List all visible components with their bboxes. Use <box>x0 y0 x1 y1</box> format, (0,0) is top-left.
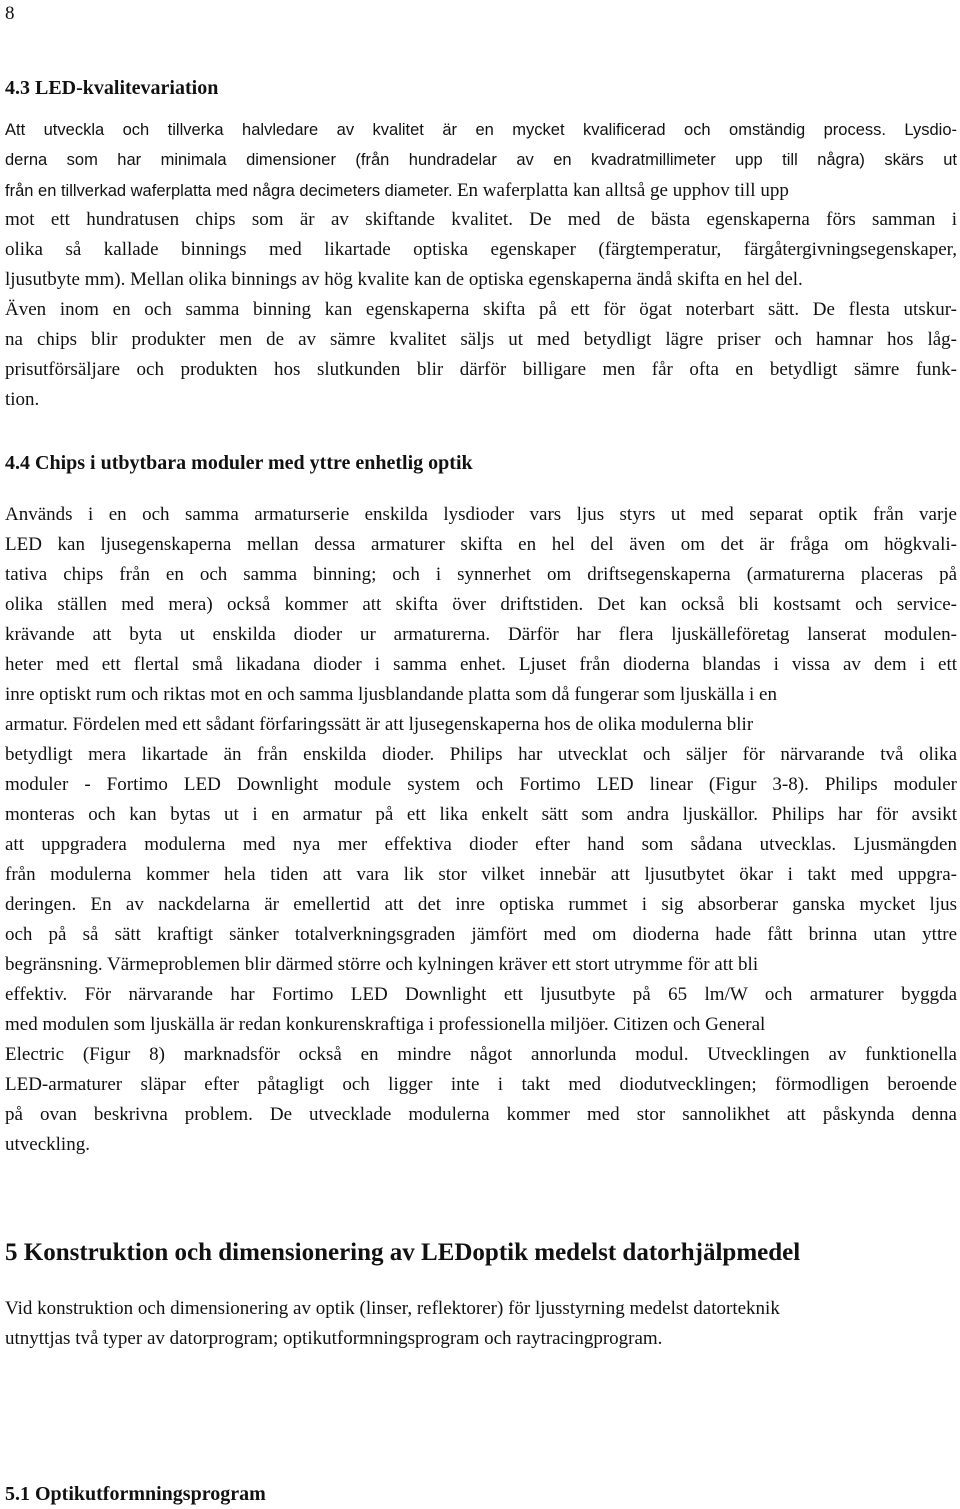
text-line: Vid konstruktion och dimensionering av optik (linser, reflektorer) för ljusstyrning medelst datorteknik <box>5 1298 780 1319</box>
text-line: effektiv. För närvarande har Fortimo LED Downlight ett ljusutbyte på 65 lm/W och armaturer byggda <box>5 984 957 1005</box>
text-line: och på så sätt kraftigt sänker totalverkningsgraden jämfört med om dioderna hade fått brinna utan yttre <box>5 924 957 945</box>
text-line: mot ett hundratusen chips som är av skiftande kvalitet. De med de bästa egenskaperna förs samman i <box>5 209 957 230</box>
text-line: derna som har minimala dimensioner (från hundradelar av en kvadratmillimeter upp till några) skärs ut <box>5 151 957 169</box>
text-line: på ovan beskrivna problem. De utvecklade modulerna kommer med stor sannolikhet att påskynda denna <box>5 1104 957 1125</box>
text-line: prisutförsäljare och produkten hos slutkunden blir därför billigare men får ofta en betydligt sämre funk- <box>5 359 957 380</box>
text-line: olika så kallade binnings med likartade optiska egenskaper (färgtemperatur, färgåtergivningsegenskaper, <box>5 239 957 260</box>
text-line: armatur. Fördelen med ett sådant förfaringssätt är att ljusegenskaperna hos de olika modulerna blir <box>5 714 754 735</box>
heading-5: 5 Konstruktion och dimensionering av LEDoptik medelst datorhjälpmedel <box>5 1239 801 1266</box>
text-line: betydligt mera likartade än från enskilda dioder. Philips har utvecklat och säljer för närvarande två olika <box>5 744 957 765</box>
paragraph-5 <box>5 1294 957 1354</box>
text-span: En waferplatta kan alltså ge upphov till upp <box>456 180 789 201</box>
text-line: krävande att byta ut enskilda dioder ur armaturerna. Därför har flera ljuskälleföretag lanserat modulen- <box>5 624 957 645</box>
text-line: heter med ett flertal små likadana dioder i samma enhet. Ljuset från dioderna blandas i vissa av dem i ett <box>5 654 957 675</box>
text-line: utnyttjas två typer av datorprogram; optikutformningsprogram och raytracingprogram. <box>5 1328 663 1349</box>
paragraph-4-4 <box>5 500 957 1160</box>
text-line: med modulen som ljuskälla är redan konkurenskraftiga i professionella miljöer. Citizen och General <box>5 1014 766 1035</box>
paragraph-4-3 <box>5 115 957 415</box>
text-line: att uppgradera modulerna med nya mer effektiva dioder efter hand som sådana utvecklas. Ljusmängden <box>5 834 957 855</box>
text-span: från en tillverkad waferplatta med några decimeters diameter. <box>5 182 453 200</box>
text-line: moduler - Fortimo LED Downlight module system och Fortimo LED linear (Figur 3-8). Philips moduler <box>5 774 957 795</box>
text-line: monteras och kan bytas ut i en armatur på ett lika enkelt sätt som andra ljuskällor. Philips har för avsikt <box>5 804 957 825</box>
text-line: deringen. En av nackdelarna är emellertid att det inre optiska rummet i sig absorberar ganska mycket ljus <box>5 894 957 915</box>
heading-5-1: 5.1 Optikutformningsprogram <box>5 1483 266 1505</box>
text-line: begränsning. Värmeproblemen blir därmed större och kylningen kräver ett stort utrymme för att bli <box>5 954 759 975</box>
text-line: na chips blir produkter men de av sämre kvalitet säljs ut med betydligt lägre priser och hamnar hos låg- <box>5 329 957 350</box>
mixed-line <box>5 175 957 205</box>
text-line: Även inom en och samma binning kan egenskaperna skifta på ett för ögat noterbart sätt. De flesta utskur- <box>5 299 957 320</box>
text-line: Electric (Figur 8) marknadsför också en mindre något annorlunda modul. Utvecklingen av funktionella <box>5 1044 957 1065</box>
text-line: Används i en och samma armaturserie enskilda lysdioder vars ljus styrs ut med separat optik från varje <box>5 504 957 525</box>
text-line: inre optiskt rum och riktas mot en och samma ljusblandande platta som då fungerar som ljuskälla i en <box>5 684 777 705</box>
heading-4-4: 4.4 Chips i utbytbara moduler med yttre enhetlig optik <box>5 452 473 474</box>
text-line: tativa chips från en och samma binning; och i synnerhet om driftsegenskaperna (armaturerna placeras på <box>5 564 957 585</box>
text-line: från modulerna kommer hela tiden att vara lik stor vilket innebär att ljusutbytet ökar i takt med uppgra- <box>5 864 957 885</box>
text-line: olika ställen med mera) också kommer att skifta över driftstiden. Det kan också bli kostsamt och service- <box>5 594 957 615</box>
text-line: LED-armaturer släpar efter påtagligt och ligger inte i takt med diodutvecklingen; förmodligen beroende <box>5 1074 957 1095</box>
text-line: ljusutbyte mm). Mellan olika binnings av hög kvalite kan de optiska egenskaperna ändå skifta en hel del. <box>5 269 803 290</box>
text-line: utveckling. <box>5 1134 90 1155</box>
text-line: LED kan ljusegenskaperna mellan dessa armaturer skifta en hel del även om det är fråga om högkvali- <box>5 534 957 555</box>
text-line: tion. <box>5 389 40 410</box>
heading-4-3: 4.3 LED-kvalitevariation <box>5 77 219 99</box>
text-line: Att utveckla och tillverka halvledare av kvalitet är en mycket kvalificerad och omständig process. Lysdio- <box>5 121 957 139</box>
page-number: 8 <box>5 3 15 24</box>
